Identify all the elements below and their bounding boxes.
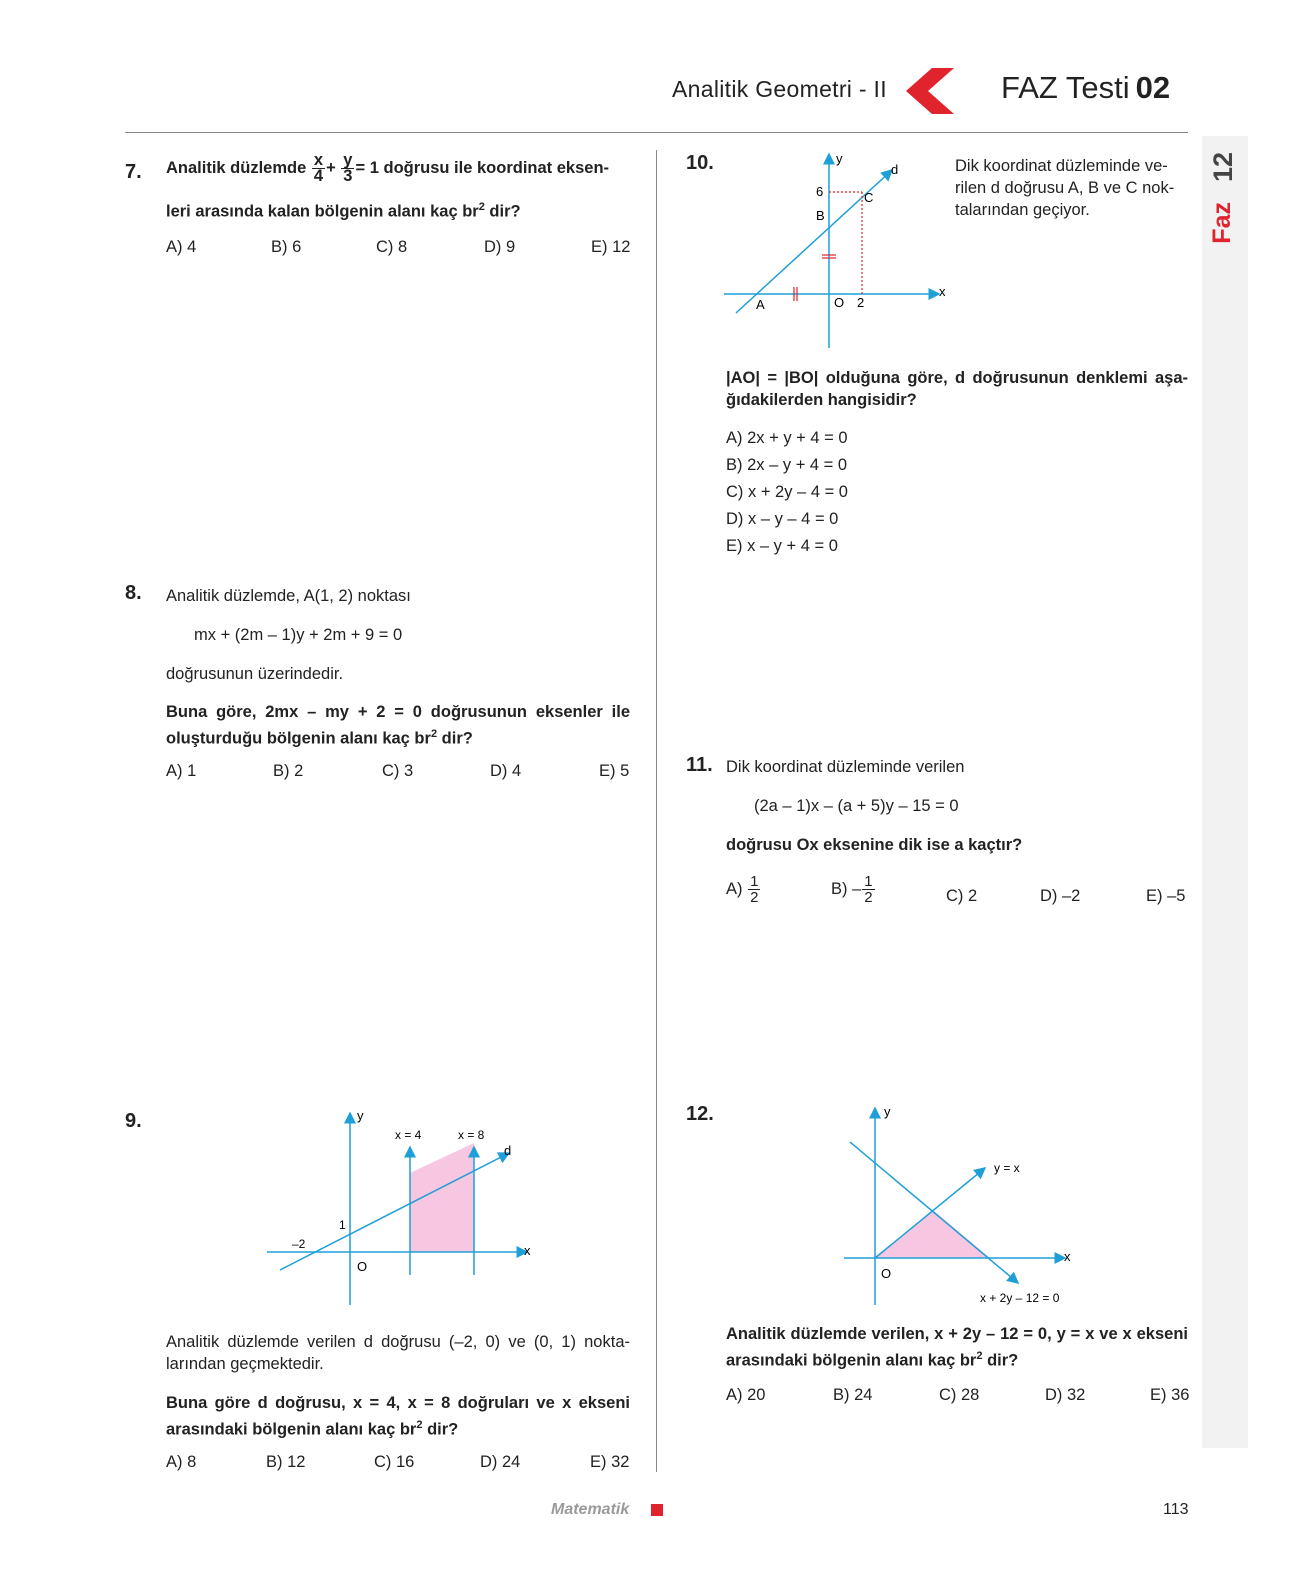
q12-option-d[interactable]: D) 32 — [1045, 1386, 1086, 1404]
q12-shaded-region — [875, 1210, 990, 1258]
q10-option-d[interactable]: D) x – y – 4 = 0 — [726, 510, 839, 528]
q10-option-e[interactable]: E) x – y + 4 = 0 — [726, 537, 838, 555]
q11-option-b[interactable] — [831, 874, 876, 905]
q10-point-b: B — [816, 208, 825, 223]
q10-y-tick: 6 — [816, 184, 824, 199]
q11-option-e[interactable]: E) –5 — [1146, 887, 1186, 905]
q10-figure — [724, 150, 956, 350]
q12-number: 12. — [686, 1103, 714, 1125]
q11-question: doğrusu Ox eksenine dik ise a kaçtır? — [726, 836, 1023, 854]
q7-number: 7. — [125, 161, 142, 183]
footer-subject: Matematik — [551, 1501, 630, 1518]
q10-d-label: d — [891, 162, 899, 177]
q9-option-a[interactable]: A) 8 — [166, 1453, 197, 1471]
q8-question2-end: dir? — [441, 729, 473, 748]
test-label: FAZ Testi — [1001, 70, 1130, 105]
header-divider — [125, 132, 1188, 133]
q9-line1: Analitik düzlemde verilen d doğrusu (–2, 0) ve (0, 1) nokta- — [166, 1333, 630, 1351]
q9-line2: larından geçmektedir. — [166, 1355, 324, 1373]
q7-line2 — [166, 196, 521, 223]
q7-option-e[interactable]: E) 12 — [591, 238, 631, 256]
q11-option-d[interactable]: D) –2 — [1040, 887, 1081, 905]
q11-number: 11. — [686, 754, 713, 776]
q11-option-a[interactable] — [726, 874, 761, 905]
q9-question2 — [166, 1414, 458, 1441]
footer-square-icon — [651, 1504, 663, 1516]
page-number: 113 — [1163, 1501, 1189, 1518]
q11-option-c[interactable]: C) 2 — [946, 887, 978, 905]
test-title — [1001, 70, 1170, 106]
q10-x-tick: 2 — [857, 295, 865, 310]
column-divider — [656, 150, 657, 1472]
q8-question2-text: oluşturduğu bölgenin alanı kaç br — [166, 729, 431, 748]
q11-option-a-den: 2 — [750, 889, 759, 906]
q7-frac1-den: 4 — [313, 167, 324, 185]
q9-x4-label: x = 4 — [395, 1128, 422, 1142]
q8-line1: Analitik düzlemde, A(1, 2) noktası — [166, 587, 411, 605]
q8-question1: Buna göre, 2mx – my + 2 = 0 doğrusunun eksenler ile — [166, 703, 630, 721]
q8-question2 — [166, 723, 473, 750]
q9-d-label: d — [504, 1143, 512, 1158]
q9-x-label: x — [524, 1243, 531, 1258]
q9-option-d[interactable]: D) 24 — [480, 1453, 521, 1471]
q7-line1 — [166, 153, 609, 184]
q12-option-e[interactable]: E) 36 — [1150, 1386, 1190, 1404]
grade-label: 12 — [1208, 152, 1238, 183]
q12-question2 — [726, 1345, 1018, 1372]
q10-desc2: rilen d doğrusu A, B ve C nok- — [955, 179, 1175, 197]
q8-option-c[interactable]: C) 3 — [382, 762, 414, 780]
q9-question2-text: arasındaki bölgenin alanı kaç br — [166, 1420, 417, 1439]
q10-desc3: talarından geçiyor. — [955, 201, 1090, 219]
q12-origin-label: O — [881, 1266, 892, 1281]
q12-figure — [840, 1100, 1080, 1310]
q7-plus: + — [326, 158, 336, 177]
q8-sup: 2 — [430, 728, 438, 740]
q7-option-a[interactable]: A) 4 — [166, 238, 197, 256]
q7-line2-end: dir? — [489, 202, 521, 221]
q7-option-c[interactable]: C) 8 — [376, 238, 408, 256]
q9-option-e[interactable]: E) 32 — [590, 1453, 630, 1471]
subject-title: Analitik Geometri - II — [672, 76, 887, 102]
q9-origin-label: O — [357, 1259, 368, 1274]
side-tab — [1202, 136, 1248, 1448]
q9-shaded-region — [410, 1143, 474, 1252]
q10-option-c[interactable]: C) x + 2y – 4 = 0 — [726, 483, 848, 501]
q12-line1-label: y = x — [994, 1161, 1020, 1175]
q11-option-a-label: A) — [726, 879, 743, 898]
q10-desc1: Dik koordinat düzleminde ve- — [955, 157, 1168, 175]
q11-equation: (2a – 1)x – (a + 5)y – 15 = 0 — [754, 797, 959, 815]
q8-option-a[interactable]: A) 1 — [166, 762, 197, 780]
q11-line1: Dik koordinat düzleminde verilen — [726, 758, 965, 776]
q10-option-b[interactable]: B) 2x – y + 4 = 0 — [726, 456, 848, 474]
q10-number: 10. — [686, 152, 714, 174]
q12-question1: Analitik düzlemde verilen, x + 2y – 12 = 0, y = x ve x ekseni — [726, 1325, 1188, 1343]
chevron-logo-icon — [902, 68, 956, 114]
q7-option-d[interactable]: D) 9 — [484, 238, 516, 256]
q10-question2: ğıdakilerden hangisidir? — [726, 391, 917, 409]
q12-y-label: y — [884, 1104, 891, 1119]
test-number: 02 — [1135, 70, 1171, 105]
q8-equation: mx + (2m – 1)y + 2m + 9 = 0 — [194, 626, 403, 644]
q10-origin-label: O — [834, 295, 845, 310]
q7-equals: = 1 — [355, 158, 379, 177]
q9-x8-label: x = 8 — [458, 1128, 485, 1142]
q12-option-a[interactable]: A) 20 — [726, 1386, 766, 1404]
q9-y-intercept: 1 — [339, 1218, 346, 1232]
q11-option-b-den: 2 — [864, 889, 873, 906]
q8-option-b[interactable]: B) 2 — [273, 762, 304, 780]
q7-frac2-den: 3 — [343, 167, 353, 185]
q7-frac1-num: x — [313, 151, 324, 169]
brand-logo: Faz — [1208, 202, 1236, 244]
q12-question2-end: dir? — [987, 1351, 1019, 1370]
q9-option-c[interactable]: C) 16 — [374, 1453, 415, 1471]
q7-text-after: doğrusu ile koordinat eksen- — [383, 158, 610, 177]
q10-x-label: x — [939, 284, 946, 299]
q9-y-label: y — [357, 1108, 364, 1123]
q11-option-a-num: 1 — [750, 873, 759, 890]
q7-line2-text: leri arasında kalan bölgenin alanı kaç br — [166, 202, 479, 221]
q8-number: 8. — [125, 582, 142, 604]
q10-y-label: y — [836, 151, 843, 166]
q8-option-e[interactable]: E) 5 — [599, 762, 630, 780]
q8-line3: doğrusunun üzerindedir. — [166, 665, 344, 683]
q9-figure — [262, 1105, 537, 1307]
q8-option-d[interactable]: D) 4 — [490, 762, 522, 780]
q7-text-before: Analitik düzlemde — [166, 158, 307, 177]
q12-option-c[interactable]: C) 28 — [939, 1386, 980, 1404]
q11-option-b-label: B) – — [831, 879, 862, 898]
q7-frac2-num: y — [343, 151, 353, 169]
q12-option-b[interactable]: B) 24 — [833, 1386, 873, 1404]
q10-point-c: C — [864, 190, 874, 205]
q9-x-intercept: –2 — [292, 1237, 306, 1251]
q10-option-a[interactable]: A) 2x + y + 4 = 0 — [726, 429, 848, 447]
q12-x-label: x — [1064, 1249, 1071, 1264]
q9-number: 9. — [125, 1110, 142, 1132]
q10-question1: |AO| = |BO| olduğuna göre, d doğrusunun denklemi aşa- — [726, 369, 1188, 387]
q7-sup: 2 — [478, 201, 485, 213]
q11-option-b-num: 1 — [864, 873, 873, 890]
q12-line2-label: x + 2y – 12 = 0 — [980, 1291, 1060, 1305]
q9-option-b[interactable]: B) 12 — [266, 1453, 306, 1471]
q12-question2-text: arasındaki bölgenin alanı kaç br — [726, 1351, 977, 1370]
q9-question2-end: dir? — [427, 1420, 459, 1439]
q9-question1: Buna göre d doğrusu, x = 4, x = 8 doğruları ve x ekseni — [166, 1394, 630, 1412]
q10-point-a: A — [756, 297, 765, 312]
q7-option-b[interactable]: B) 6 — [271, 238, 302, 256]
q12-sup: 2 — [976, 1350, 983, 1362]
q9-sup: 2 — [416, 1419, 423, 1431]
